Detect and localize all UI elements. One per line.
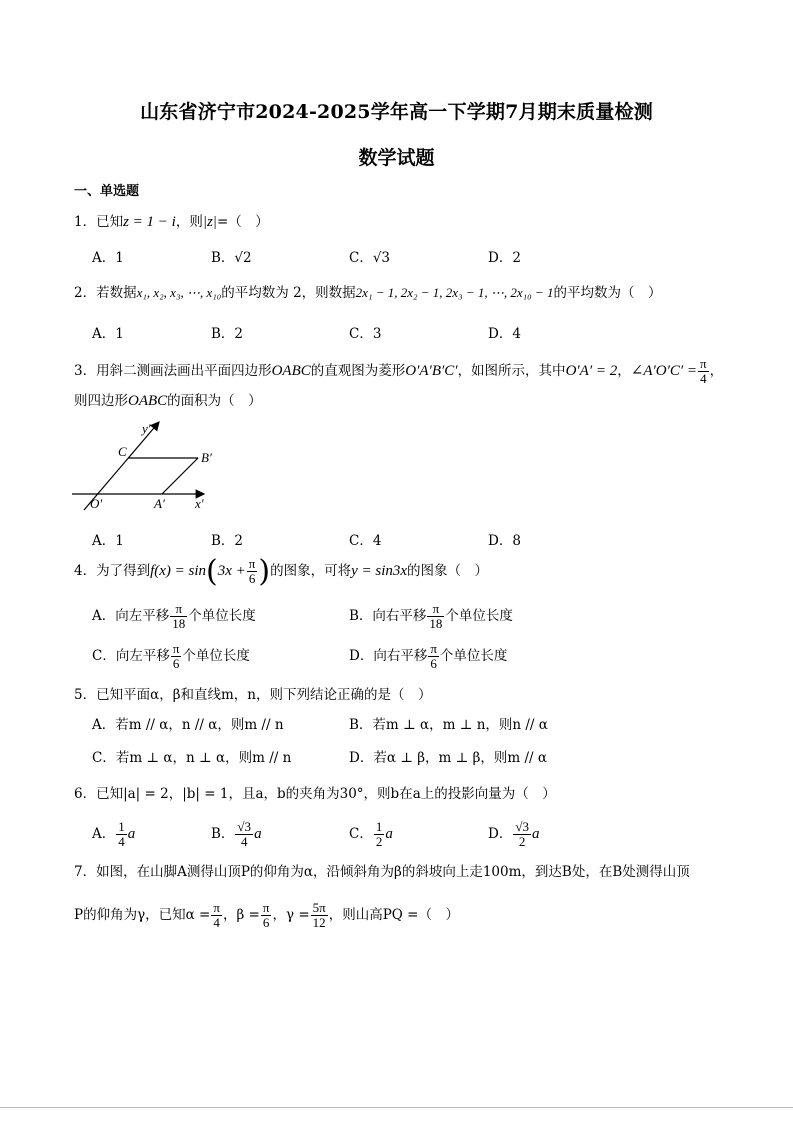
q6d-prefix: D． [488, 826, 513, 842]
label-c: C [118, 444, 127, 459]
q2-mid: 的平均数为 2，则数据 [221, 285, 356, 301]
q3-math-rhombus: O′A′B′C′ [405, 363, 458, 379]
q4-suffix: 的图象（ ） [407, 563, 489, 579]
label-x-prime: x′ [195, 496, 204, 511]
q3-line2-prefix: 则四边形 [74, 393, 128, 409]
q4-math-f: f(x) = sin [150, 563, 207, 579]
q4a-fraction [170, 602, 187, 631]
q4b-num: π [427, 602, 444, 617]
q3-mid2: ，如图所示，其中 [457, 363, 566, 379]
exam-subtitle: 数学试题 [358, 147, 435, 169]
q4-mid: 的图象，可将 [270, 563, 352, 579]
q1-option-d[interactable]: D．2 [488, 250, 521, 266]
q4-frac-num: π [248, 556, 256, 571]
q4b-den: 18 [429, 616, 443, 631]
q6a-num: 1 [118, 819, 125, 834]
q7-fraction-gamma [311, 901, 328, 930]
q3-line2-suffix: 的面积为（ ） [167, 393, 262, 409]
q2-option-c[interactable]: C．3 [349, 326, 382, 342]
q3-option-a[interactable]: A．1 [92, 533, 124, 549]
q4d-prefix: D．向右平移 [349, 648, 428, 664]
q7-fraction-beta [261, 901, 272, 930]
q1-option-a[interactable]: A．1 [92, 250, 124, 266]
q4c-den: 6 [172, 656, 180, 671]
question-3 [74, 357, 723, 386]
q3-mid: 的直观图为菱形 [310, 363, 406, 379]
q4c-prefix: C．向左平移 [92, 648, 170, 664]
q2-option-a[interactable]: A．1 [92, 326, 124, 342]
q3-math-angle: ∠A′O′C′ = [630, 363, 698, 379]
q5-option-c[interactable]: C．若m ⊥ α，n ⊥ α，则m // n [92, 750, 292, 766]
q4d-den: 6 [430, 656, 437, 671]
q4c-fraction [171, 642, 182, 671]
q2-suffix: 的平均数为（ ） [553, 285, 662, 301]
label-a-prime: A′ [154, 496, 165, 511]
question-2 [74, 281, 661, 301]
q2-option-b[interactable]: B．2 [211, 326, 244, 342]
q4c-num: π [172, 641, 180, 656]
q3-figure [68, 415, 218, 515]
q6c-den: 2 [375, 834, 383, 849]
q6a-prefix: A． [92, 826, 116, 842]
q4-frac-den: 6 [248, 571, 256, 586]
q5-option-d[interactable]: D．若α ⊥ β，m ⊥ β，则m // α [349, 750, 548, 766]
q4c-suffix: 个单位长度 [182, 648, 250, 664]
q6d-den: 2 [518, 834, 526, 849]
question-4 [74, 554, 488, 589]
q3-option-c[interactable]: C．4 [349, 533, 382, 549]
q2-math-data: x₁, x₂, x₃, ⋯, x₁₀ [136, 285, 222, 300]
q3-frac-den: 4 [700, 371, 707, 386]
q6a-den: 4 [118, 834, 125, 849]
q6-option-a[interactable] [92, 820, 135, 849]
q6c-vector: a [385, 826, 393, 842]
q6c-prefix: C． [349, 826, 373, 842]
side-b-a [162, 458, 198, 494]
q3-frac-num: π [700, 356, 707, 371]
q3-math-oabc: OABC [271, 363, 311, 379]
q1-math-z: z = 1 − i [123, 214, 176, 230]
q3-math-length: O′A′ = 2 [565, 363, 618, 379]
question-7-line1: 7．如图，在山脚A测得山顶P的仰角为α，沿倾斜角为β的斜坡向上走100m，到达B处，在B处测得山顶 [74, 864, 690, 880]
q7-fraction-alpha [211, 901, 222, 930]
q3-sep: ， [617, 363, 631, 379]
q5-option-b[interactable]: B．若m ⊥ α，m ⊥ n，则n // α [349, 717, 548, 733]
q7-f3-den: 12 [312, 915, 326, 930]
q2-option-d[interactable]: D．4 [488, 326, 521, 342]
q7-prefix: P的仰角为γ，已知α = [74, 907, 211, 923]
q7-sep2: ，γ = [272, 907, 310, 923]
page-bottom-divider [0, 1107, 793, 1108]
exam-title: 山东省济宁市2024-2025学年高一下学期7月期末质量检测 [140, 101, 653, 123]
question-5: 5．已知平面α，β和直线m，n，则下列结论正确的是（ ） [74, 687, 432, 703]
q1-option-c[interactable]: C．√3 [349, 250, 391, 266]
q4-math-y: y = sin3x [351, 563, 408, 579]
q1-prefix: 1．已知 [74, 214, 124, 230]
q4-option-d[interactable] [349, 642, 507, 671]
q2-math-transformed: 2x₁ − 1, 2x₂ − 1, 2x₃ − 1, ⋯, 2x₁₀ − 1 [355, 285, 554, 300]
q4-math-inner: 3x + [217, 563, 246, 579]
q4b-suffix: 个单位长度 [445, 608, 513, 624]
q4a-den: 18 [172, 616, 186, 631]
question-3-line2 [74, 389, 262, 410]
q1-math-abs: |z| [202, 214, 217, 230]
q3-prefix: 3．用斜二测画法画出平面四边形 [74, 363, 272, 379]
q6d-num: √3 [515, 819, 529, 834]
q6a-fraction [116, 820, 127, 849]
q4a-suffix: 个单位长度 [188, 608, 256, 624]
label-o-prime: O′ [90, 496, 103, 511]
q4-option-a[interactable] [92, 602, 256, 631]
q3-suffix: ， [709, 363, 724, 379]
q7-suffix: ，则山高PQ =（ ） [328, 907, 459, 923]
q7-f3-num: 5π [312, 900, 326, 915]
q6b-num: √3 [237, 819, 252, 834]
q4b-fraction [427, 602, 444, 631]
label-b-prime: B′ [201, 450, 212, 465]
q1-option-b[interactable]: B．√2 [211, 250, 252, 266]
q7-f2-num: π [262, 900, 270, 915]
q4b-prefix: B．向右平移 [349, 608, 427, 624]
q4-option-b[interactable] [349, 602, 513, 631]
q3-line2-math: OABC [128, 393, 168, 409]
q4d-fraction [428, 642, 439, 671]
q7-f2-den: 6 [262, 915, 270, 930]
q3-option-b[interactable]: B．2 [211, 533, 244, 549]
q5-option-a[interactable]: A．若m // α，n // α，则m // n [92, 717, 284, 733]
q4a-num: π [170, 602, 187, 617]
q1-mid: ，则 [175, 214, 203, 230]
q6a-vector: a [127, 826, 136, 842]
q3-angle-fraction [698, 357, 709, 386]
question-6: 6．已知|a| = 2，|b| = 1，且a，b的夹角为30°，则b在a上的投影向量为（ ） [74, 786, 556, 802]
section-heading: 一、单选题 [74, 184, 140, 199]
q6b-vector: a [254, 826, 262, 842]
q6-option-b[interactable] [211, 820, 262, 849]
q2-prefix: 2．若数据 [74, 285, 137, 301]
q4-fraction [247, 557, 258, 586]
q6b-fraction [235, 820, 253, 849]
q4-paren-left: ( [206, 554, 218, 589]
q6-option-d[interactable] [488, 820, 539, 849]
q7-f1-den: 4 [213, 915, 220, 930]
q4-paren-right: ) [258, 554, 271, 589]
q6c-num: 1 [375, 819, 383, 834]
q6b-prefix: B． [211, 826, 235, 842]
q4a-prefix: A．向左平移 [92, 608, 170, 624]
q3-option-d[interactable]: D．8 [488, 533, 521, 549]
q6d-vector: a [531, 826, 540, 842]
q4-prefix: 4．为了得到 [74, 563, 151, 579]
q6d-fraction [513, 820, 531, 849]
q6b-den: 4 [240, 834, 248, 849]
q7-f1-num: π [213, 900, 220, 915]
question-7-line2 [74, 901, 459, 930]
q4-option-c[interactable] [92, 642, 250, 671]
q6-option-c[interactable] [349, 820, 393, 849]
q4d-suffix: 个单位长度 [439, 648, 508, 664]
q4d-num: π [430, 641, 437, 656]
q6c-fraction [374, 820, 385, 849]
q1-suffix: =（ ） [216, 214, 269, 230]
q7-sep1: ，β = [222, 907, 260, 923]
label-y-prime: y′ [142, 421, 151, 436]
question-1 [74, 210, 269, 231]
